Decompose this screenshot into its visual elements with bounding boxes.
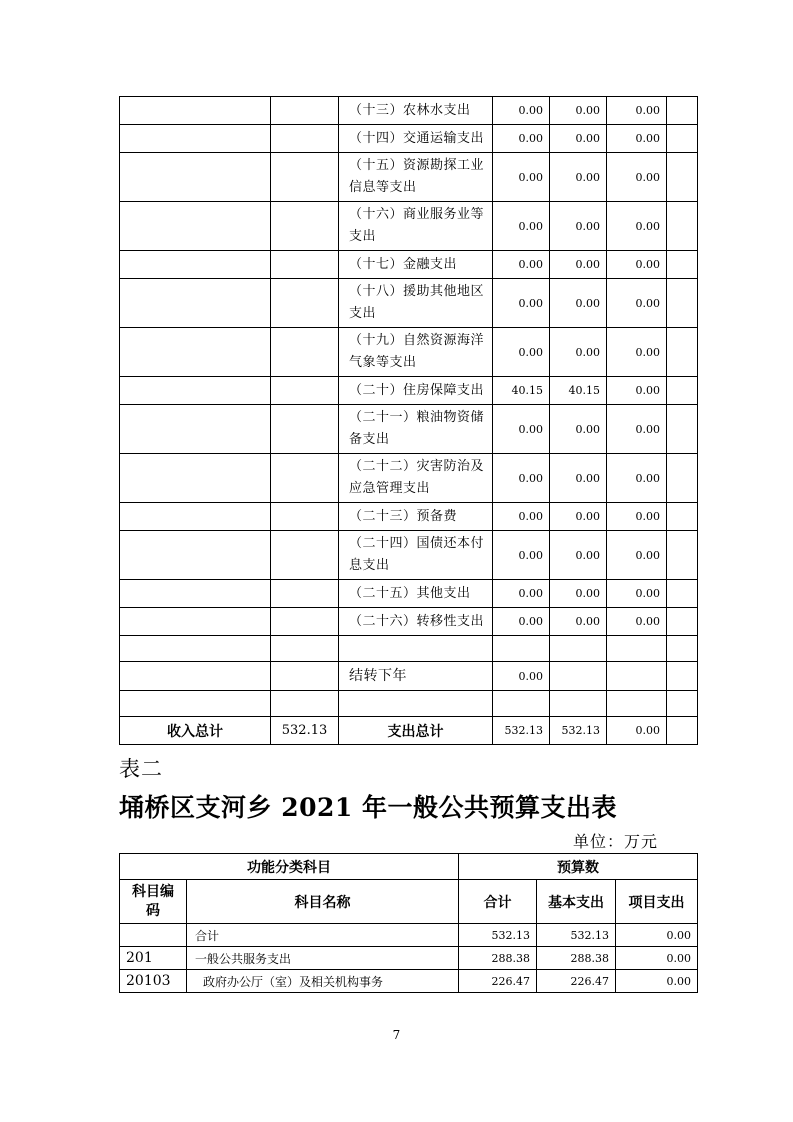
empty-cell <box>667 503 698 531</box>
expense-item-other: 0.00 <box>607 328 667 377</box>
expense-item-name: （二十三）预备费 <box>339 503 493 531</box>
budget-item-project: 0.00 <box>616 947 698 970</box>
carry-forward-row <box>120 662 698 691</box>
budget-row <box>120 924 698 947</box>
expense-row <box>120 503 698 531</box>
expense-row <box>120 279 698 328</box>
expense-row <box>120 531 698 580</box>
budget-expense-table <box>119 853 698 993</box>
expense-item-name: （十七）金融支出 <box>339 251 493 279</box>
expense-table-footer <box>120 636 698 745</box>
budget-item-name: 一般公共服务支出 <box>187 947 459 970</box>
empty-cell <box>667 377 698 405</box>
expense-item-other: 0.00 <box>607 153 667 202</box>
expense-item-total: 0.00 <box>493 97 550 125</box>
col-project: 项目支出 <box>616 880 698 924</box>
empty-cell <box>271 377 339 405</box>
expense-item-other: 0.00 <box>607 531 667 580</box>
budget-item-total: 226.47 <box>459 970 537 993</box>
expense-item-general: 0.00 <box>550 454 607 503</box>
expense-item-other: 0.00 <box>607 503 667 531</box>
empty-cell <box>271 531 339 580</box>
income-total-label: 收入总计 <box>120 717 271 745</box>
empty-cell <box>667 531 698 580</box>
expense-row <box>120 125 698 153</box>
empty-cell <box>271 328 339 377</box>
empty-cell <box>120 125 271 153</box>
expense-total-value: 532.13 <box>493 717 550 745</box>
budget-table-header <box>120 854 698 924</box>
expense-item-other: 0.00 <box>607 251 667 279</box>
expense-item-name: （二十一）粮油物资储备支出 <box>339 405 493 454</box>
expense-item-other: 0.00 <box>607 125 667 153</box>
expense-item-other: 0.00 <box>607 454 667 503</box>
expense-item-total: 0.00 <box>493 202 550 251</box>
carry-forward-value: 0.00 <box>493 662 550 691</box>
empty-cell <box>120 377 271 405</box>
expense-item-name: （二十四）国债还本付息支出 <box>339 531 493 580</box>
budget-item-basic: 226.47 <box>537 970 616 993</box>
empty-cell <box>271 503 339 531</box>
expense-item-name: （十九）自然资源海洋气象等支出 <box>339 328 493 377</box>
empty-cell <box>667 328 698 377</box>
expense-item-total: 0.00 <box>493 279 550 328</box>
expense-item-other: 0.00 <box>607 405 667 454</box>
blank-row <box>120 691 698 717</box>
expense-item-general: 0.00 <box>550 153 607 202</box>
expense-item-name: （十六）商业服务业等支出 <box>339 202 493 251</box>
expense-item-name: （十八）援助其他地区支出 <box>339 279 493 328</box>
expense-item-general: 0.00 <box>550 251 607 279</box>
empty-cell <box>667 580 698 608</box>
expense-general-value: 532.13 <box>550 717 607 745</box>
expense-row <box>120 454 698 503</box>
header-budget: 预算数 <box>459 854 698 880</box>
expense-item-general: 0.00 <box>550 328 607 377</box>
expense-row <box>120 405 698 454</box>
page-number: 7 <box>392 1028 401 1042</box>
empty-cell <box>667 608 698 636</box>
empty-cell <box>271 279 339 328</box>
expense-item-total: 0.00 <box>493 454 550 503</box>
budget-item-project: 0.00 <box>616 924 698 947</box>
budget-row <box>120 947 698 970</box>
empty-cell <box>120 251 271 279</box>
section-tag: 表二 <box>119 757 163 781</box>
expense-item-name: （十三）农林水支出 <box>339 97 493 125</box>
empty-cell <box>120 153 271 202</box>
expense-item-general: 0.00 <box>550 125 607 153</box>
expense-item-total: 0.00 <box>493 328 550 377</box>
budget-item-basic: 532.13 <box>537 924 616 947</box>
empty-cell <box>120 503 271 531</box>
expense-row <box>120 202 698 251</box>
expense-item-general: 0.00 <box>550 97 607 125</box>
expense-item-name: （二十六）转移性支出 <box>339 608 493 636</box>
expense-row <box>120 153 698 202</box>
budget-item-basic: 288.38 <box>537 947 616 970</box>
totals-row <box>120 717 698 745</box>
empty-cell <box>120 279 271 328</box>
expense-row <box>120 97 698 125</box>
blank-row <box>120 636 698 662</box>
empty-cell <box>120 454 271 503</box>
expense-item-other: 0.00 <box>607 377 667 405</box>
empty-cell <box>271 608 339 636</box>
page-title: 埇桥区支河乡 2021 年一般公共预算支出表 <box>119 793 617 822</box>
empty-cell <box>120 580 271 608</box>
expense-item-general: 0.00 <box>550 503 607 531</box>
empty-cell <box>120 608 271 636</box>
expense-item-general: 40.15 <box>550 377 607 405</box>
empty-cell <box>667 454 698 503</box>
expense-item-name: （二十）住房保障支出 <box>339 377 493 405</box>
expense-item-other: 0.00 <box>607 97 667 125</box>
expense-item-general: 0.00 <box>550 608 607 636</box>
expense-item-name: （二十二）灾害防治及应急管理支出 <box>339 454 493 503</box>
expense-item-other: 0.00 <box>607 279 667 328</box>
expense-item-total: 0.00 <box>493 251 550 279</box>
carry-forward-label: 结转下年 <box>339 662 493 691</box>
budget-item-project: 0.00 <box>616 970 698 993</box>
col-name: 科目名称 <box>187 880 459 924</box>
col-basic: 基本支出 <box>537 880 616 924</box>
expense-item-other: 0.00 <box>607 202 667 251</box>
expense-item-total: 0.00 <box>493 503 550 531</box>
header-category: 功能分类科目 <box>120 854 459 880</box>
empty-cell <box>667 279 698 328</box>
empty-cell <box>271 153 339 202</box>
budget-item-name: 合计 <box>187 924 459 947</box>
expense-row <box>120 251 698 279</box>
budget-item-name: 政府办公厅（室）及相关机构事务 <box>187 970 459 993</box>
expense-item-name: （十五）资源勘探工业信息等支出 <box>339 153 493 202</box>
expense-item-total: 0.00 <box>493 405 550 454</box>
empty-cell <box>120 202 271 251</box>
expense-item-other: 0.00 <box>607 580 667 608</box>
expense-item-general: 0.00 <box>550 202 607 251</box>
expense-item-total: 0.00 <box>493 153 550 202</box>
expense-item-general: 0.00 <box>550 580 607 608</box>
empty-cell <box>271 580 339 608</box>
expense-item-other: 0.00 <box>607 608 667 636</box>
empty-cell <box>667 405 698 454</box>
col-total: 合计 <box>459 880 537 924</box>
expense-summary-table <box>119 96 698 745</box>
expense-row <box>120 608 698 636</box>
expense-table-body <box>120 97 698 636</box>
expense-item-name: （十四）交通运输支出 <box>339 125 493 153</box>
budget-item-total: 532.13 <box>459 924 537 947</box>
expense-row <box>120 377 698 405</box>
unit-label: 单位：万元 <box>573 832 659 851</box>
empty-cell <box>120 531 271 580</box>
expense-item-general: 0.00 <box>550 531 607 580</box>
empty-cell <box>271 454 339 503</box>
budget-item-code: 20103 <box>120 970 187 993</box>
col-code: 科目编码 <box>120 880 187 924</box>
empty-cell <box>667 125 698 153</box>
budget-item-total: 288.38 <box>459 947 537 970</box>
empty-cell <box>120 405 271 454</box>
expense-row <box>120 580 698 608</box>
empty-cell <box>120 328 271 377</box>
empty-cell <box>271 251 339 279</box>
budget-item-code: 201 <box>120 947 187 970</box>
expense-item-general: 0.00 <box>550 405 607 454</box>
expense-item-total: 0.00 <box>493 531 550 580</box>
empty-cell <box>120 97 271 125</box>
budget-item-code <box>120 924 187 947</box>
expense-row <box>120 328 698 377</box>
expense-item-total: 0.00 <box>493 580 550 608</box>
empty-cell <box>271 97 339 125</box>
expense-item-total: 40.15 <box>493 377 550 405</box>
expense-item-general: 0.00 <box>550 279 607 328</box>
expense-total-label: 支出总计 <box>339 717 493 745</box>
empty-cell <box>667 97 698 125</box>
expense-item-total: 0.00 <box>493 608 550 636</box>
empty-cell <box>271 125 339 153</box>
budget-row <box>120 970 698 993</box>
empty-cell <box>667 251 698 279</box>
expense-other-value: 0.00 <box>607 717 667 745</box>
empty-cell <box>271 202 339 251</box>
empty-cell <box>667 153 698 202</box>
empty-cell <box>667 202 698 251</box>
empty-cell <box>271 405 339 454</box>
budget-table-body <box>120 924 698 993</box>
expense-item-total: 0.00 <box>493 125 550 153</box>
income-total-value: 532.13 <box>271 717 339 745</box>
expense-item-name: （二十五）其他支出 <box>339 580 493 608</box>
